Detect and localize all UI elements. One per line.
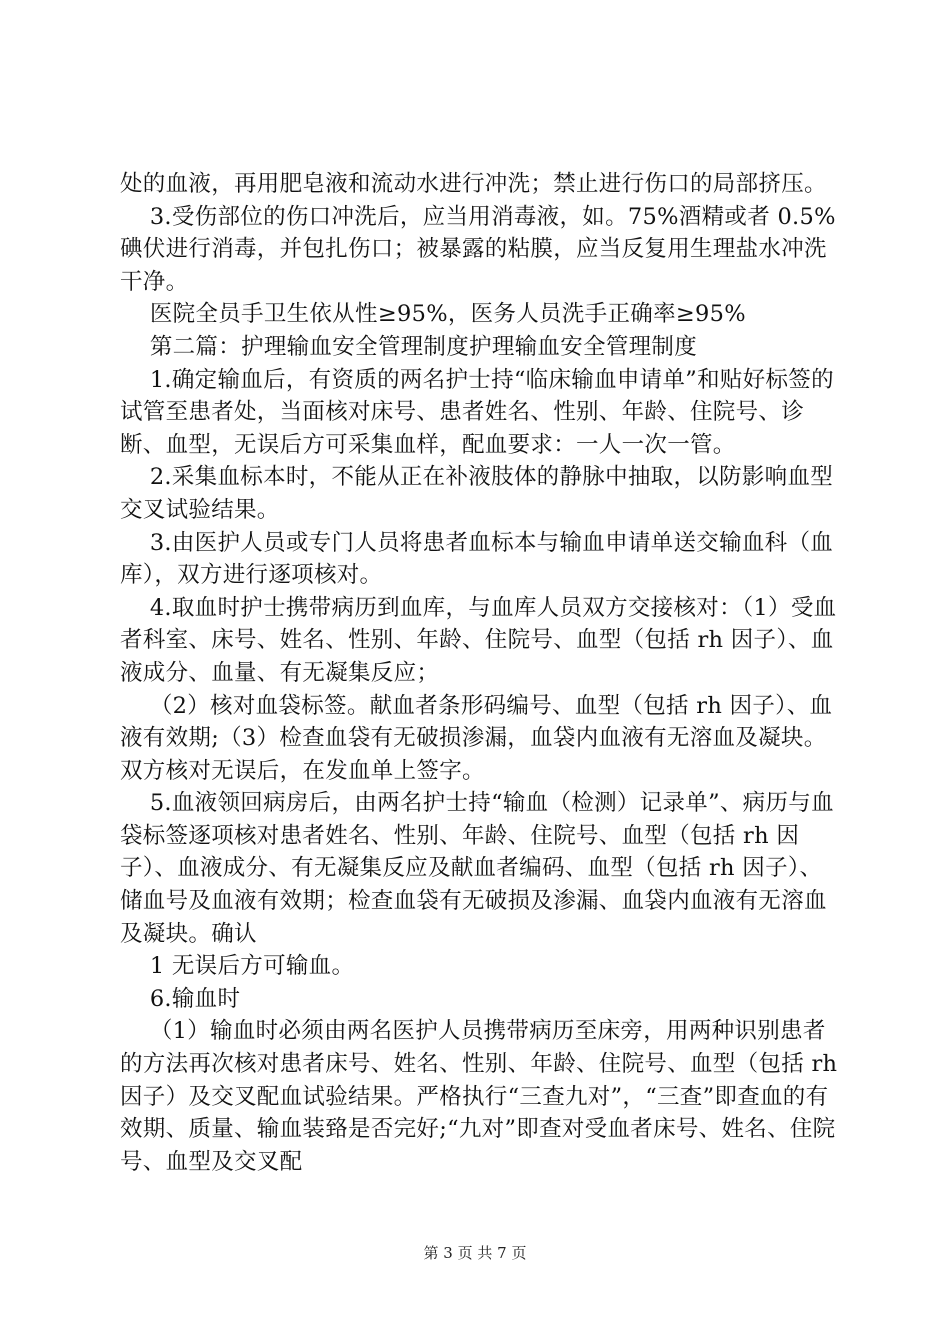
paragraph-item-5-cont: 1 无误后方可输血。 [120, 953, 355, 980]
paragraph-item-3: 3.由医护人员或专门人员将患者血标本与输血申请单送交输血科（血库），双方进行逐项核对。 [120, 529, 834, 589]
paragraph-item-6: 6.输血时 [120, 985, 241, 1012]
paragraph-item-1: 1.确定输血后，有资质的两名护士持“临床输血申请单”和贴好标签的试管至患者处，当面核对床号、患者姓名、性别、年龄、住院号、诊断、血型，无误后方可采集血样，配血要求：一人一次一管。 [120, 366, 834, 458]
paragraph-hand-hygiene-rate: 医院全员手卫生依从性≥95%，医务人员洗手正确率≥95% [120, 301, 746, 328]
page-footer: 第 3 页 共 7 页 [423, 1244, 527, 1262]
section-heading-transfusion-safety: 第二篇：护理输血安全管理制度护理输血安全管理制度 [120, 333, 698, 360]
paragraph-wound-wash: 处的血液，再用肥皂液和流动水进行冲洗；禁止进行伤口的局部挤压。 [120, 171, 827, 197]
document-body [120, 168, 845, 1178]
paragraph-disinfection: 3.受伤部位的伤口冲洗后，应当用消毒液，如。75%酒精或者 0.5%碘伏进行消毒，并包扎伤口；被暴露的粘膜，应当反复用生理盐水冲洗干净。 [120, 203, 836, 295]
paragraph-item-6-sub: （1）输血时必须由两名医护人员携带病历至床旁，用两种识别患者的方法再次核对患者床号、姓名、性别、年龄、住院号、血型（包括 rh 因子）及交叉配血试验结果。严格执行“三查九对”，“三查”即查血的有效期、质量、输血装臵是否完好;“九对”即查对受血者床号、姓名、住院号、血型及交叉配 [120, 1018, 845, 1175]
paragraph-item-4: 4.取血时护士携带病历到血库，与血库人员双方交接核对：（1）受血者科室、床号、姓名、性别、年龄、住院号、血型（包括 rh 因子）、血液成分、血量、有无凝集反应； [120, 594, 837, 686]
paragraph-item-4-sub: （2）核对血袋标签。献血者条形码编号、血型（包括 rh 因子）、血液有效期;（3）检查血袋有无破损渗漏，血袋内血液有无溶血及凝块。双方核对无误后，在发血单上签字。 [120, 692, 833, 784]
paragraph-item-2: 2.采集血标本时，不能从正在补液肢体的静脉中抽取，以防影响血型交叉试验结果。 [120, 464, 834, 523]
paragraph-item-5: 5.血液领回病房后，由两名护士持“输血（检测）记录单”、病历与血袋标签逐项核对患者姓名、性别、年龄、住院号、血型（包括 rh 因子）、血液成分、有无凝集反应及献血者编码、血型（包括 rh 因子）、储血号及血液有效期；检查血袋有无破损及渗漏、血袋内血液有无溶血及凝块。确认 [120, 790, 834, 947]
